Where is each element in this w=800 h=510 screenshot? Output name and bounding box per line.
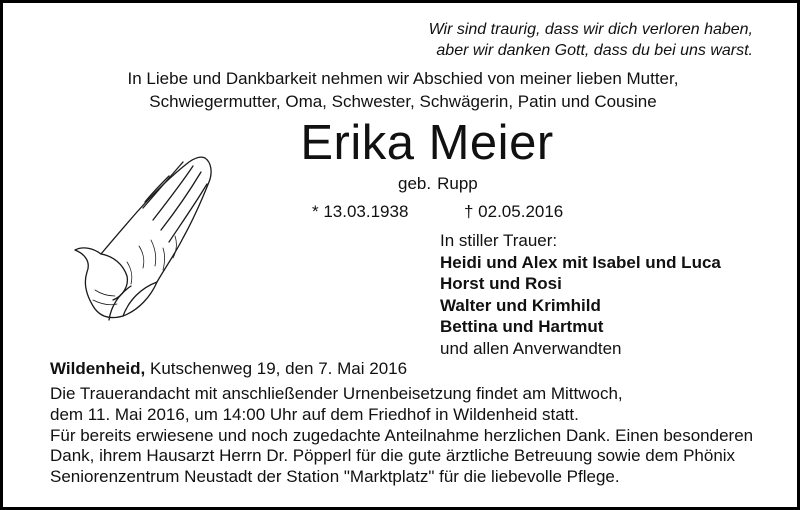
deceased-name: Erika Meier	[300, 116, 554, 170]
body-line: dem 11. Mai 2016, um 14:00 Uhr auf dem Friedhof in Wildenheid statt.	[50, 404, 579, 424]
intro-text	[3, 67, 800, 113]
place-and-date	[50, 359, 407, 379]
mourners-block	[440, 230, 721, 359]
quote-line-1: Wir sind traurig, dass wir dich verloren haben,	[428, 21, 753, 38]
mourners-heading: In stiller Trauer:	[440, 231, 558, 250]
quote-line-2: aber wir danken Gott, dass du bei uns warst.	[436, 42, 753, 59]
nee-label: geb.	[398, 174, 432, 193]
mourner-name: Horst und Rosi	[440, 274, 562, 293]
mourner-name: Walter und Krimhild	[440, 295, 601, 315]
birth-date: * 13.03.1938	[312, 202, 409, 221]
death-date: † 02.05.2016	[464, 202, 564, 221]
mourner-name: Heidi und Alex mit Isabel und Luca	[440, 252, 721, 272]
intro-line-1: In Liebe und Dankbarkeit nehmen wir Abschied von meiner lieben Mutter,	[127, 69, 679, 88]
maiden-name-line	[398, 174, 478, 194]
memorial-quote	[429, 19, 753, 61]
body-line: Für bereits erwiesene und noch zugedachte Anteilnahme herzlichen Dank. Einen besonderen	[50, 425, 754, 445]
place-address-date: Kutschenweg 19, den 7. Mai 2016	[149, 359, 408, 378]
maiden-name: Rupp	[437, 174, 478, 193]
intro-line-2: Schwiegermutter, Oma, Schwester, Schwägerin, Patin und Cousine	[149, 92, 657, 111]
body-line: Die Trauerandacht mit anschließender Urnenbeisetzung findet am Mittwoch,	[50, 384, 623, 403]
mourners-closing: und allen Anverwandten	[440, 338, 622, 358]
place-city: Wildenheid,	[50, 359, 146, 378]
praying-hands-icon	[65, 150, 217, 326]
body-line: Dank, ihrem Hausarzt Herrn Dr. Pöpperl für die gute ärztliche Betreuung sowie dem Phönix	[50, 446, 736, 466]
body-line: Seniorenzentrum Neustadt der Station "Marktplatz" für die liebevolle Pflege.	[50, 467, 620, 487]
service-details	[50, 384, 753, 488]
mourner-name: Bettina und Hartmut	[440, 317, 604, 336]
